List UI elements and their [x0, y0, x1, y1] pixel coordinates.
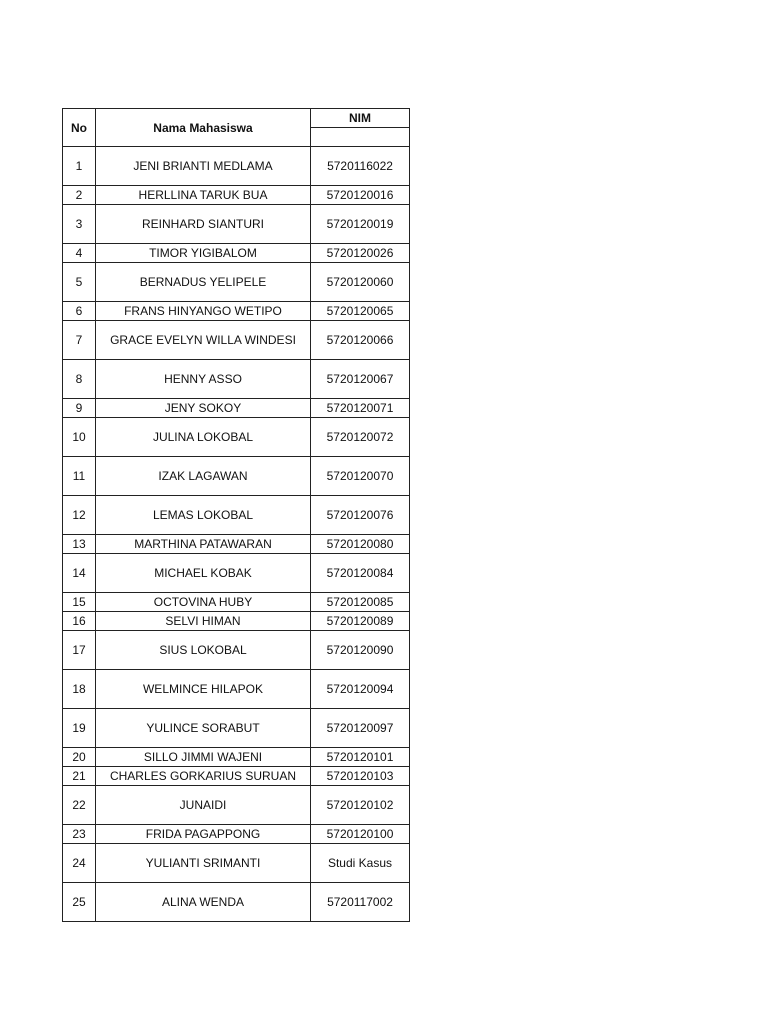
- row-number: 18: [63, 670, 96, 709]
- student-nim: 5720120094: [311, 670, 410, 709]
- student-nim: 5720120100: [311, 825, 410, 844]
- row-number: 13: [63, 535, 96, 554]
- student-nim: 5720116022: [311, 147, 410, 186]
- student-nim: 5720120060: [311, 263, 410, 302]
- row-number: 25: [63, 883, 96, 922]
- table-row: [63, 263, 410, 302]
- row-number: 19: [63, 709, 96, 748]
- student-nim: 5720120071: [311, 399, 410, 418]
- student-nim: 5720120019: [311, 205, 410, 244]
- header-nim-blank: [311, 128, 410, 147]
- row-number: 15: [63, 593, 96, 612]
- row-number: 1: [63, 147, 96, 186]
- table-row: [63, 748, 410, 767]
- table-body: [63, 147, 410, 922]
- table-row: [63, 147, 410, 186]
- student-nim: 5720120101: [311, 748, 410, 767]
- table-row: [63, 767, 410, 786]
- student-nim: 5720120085: [311, 593, 410, 612]
- student-nim: 5720120070: [311, 457, 410, 496]
- student-nim: 5720120090: [311, 631, 410, 670]
- table-row: [63, 360, 410, 399]
- row-number: 10: [63, 418, 96, 457]
- row-number: 8: [63, 360, 96, 399]
- student-name: SELVI HIMAN: [96, 612, 311, 631]
- row-number: 17: [63, 631, 96, 670]
- student-table: [62, 108, 410, 922]
- row-number: 16: [63, 612, 96, 631]
- student-name: SILLO JIMMI WAJENI: [96, 748, 311, 767]
- student-name: CHARLES GORKARIUS SURUAN: [96, 767, 311, 786]
- student-name: MICHAEL KOBAK: [96, 554, 311, 593]
- table-row: [63, 457, 410, 496]
- student-name: JENI BRIANTI MEDLAMA: [96, 147, 311, 186]
- student-nim: 5720120067: [311, 360, 410, 399]
- student-name: HERLLINA TARUK BUA: [96, 186, 311, 205]
- table-row: [63, 302, 410, 321]
- table-row: [63, 418, 410, 457]
- row-number: 9: [63, 399, 96, 418]
- student-name: HENNY ASSO: [96, 360, 311, 399]
- student-name: ALINA WENDA: [96, 883, 311, 922]
- row-number: 24: [63, 844, 96, 883]
- student-nim: 5720120103: [311, 767, 410, 786]
- table-row: [63, 535, 410, 554]
- student-name: JULINA LOKOBAL: [96, 418, 311, 457]
- student-nim: 5720120097: [311, 709, 410, 748]
- header-no: No: [63, 109, 96, 147]
- student-nim: 5720120026: [311, 244, 410, 263]
- student-name: JENY SOKOY: [96, 399, 311, 418]
- student-nim: 5720120016: [311, 186, 410, 205]
- row-number: 5: [63, 263, 96, 302]
- student-nim: 5720120084: [311, 554, 410, 593]
- student-name: OCTOVINA HUBY: [96, 593, 311, 612]
- student-nim: 5720120072: [311, 418, 410, 457]
- row-number: 11: [63, 457, 96, 496]
- table-row: [63, 321, 410, 360]
- student-nim: 5720120102: [311, 786, 410, 825]
- table-row: [63, 786, 410, 825]
- student-name: LEMAS LOKOBAL: [96, 496, 311, 535]
- student-name: SIUS LOKOBAL: [96, 631, 311, 670]
- student-name: WELMINCE HILAPOK: [96, 670, 311, 709]
- student-nim: 5720117002: [311, 883, 410, 922]
- table-row: [63, 554, 410, 593]
- table-row: [63, 186, 410, 205]
- row-number: 2: [63, 186, 96, 205]
- row-number: 7: [63, 321, 96, 360]
- student-name: YULIANTI SRIMANTI: [96, 844, 311, 883]
- row-number: 12: [63, 496, 96, 535]
- student-name: FRIDA PAGAPPONG: [96, 825, 311, 844]
- row-number: 21: [63, 767, 96, 786]
- row-number: 3: [63, 205, 96, 244]
- student-name: IZAK LAGAWAN: [96, 457, 311, 496]
- table-row: [63, 631, 410, 670]
- table-row: [63, 496, 410, 535]
- student-name: YULINCE SORABUT: [96, 709, 311, 748]
- table-row: [63, 883, 410, 922]
- row-number: 4: [63, 244, 96, 263]
- row-number: 6: [63, 302, 96, 321]
- header-name: Nama Mahasiswa: [96, 109, 311, 147]
- table-row: [63, 670, 410, 709]
- table-row: [63, 399, 410, 418]
- table-row: [63, 844, 410, 883]
- row-number: 14: [63, 554, 96, 593]
- student-name: BERNADUS YELIPELE: [96, 263, 311, 302]
- student-name: GRACE EVELYN WILLA WINDESI: [96, 321, 311, 360]
- table-row: [63, 612, 410, 631]
- table-row: [63, 825, 410, 844]
- student-nim: Studi Kasus: [311, 844, 410, 883]
- student-nim: 5720120065: [311, 302, 410, 321]
- student-nim: 5720120066: [311, 321, 410, 360]
- header-nim: NIM: [311, 109, 410, 128]
- student-nim: 5720120076: [311, 496, 410, 535]
- table-row: [63, 244, 410, 263]
- student-name: FRANS HINYANGO WETIPO: [96, 302, 311, 321]
- student-name: MARTHINA PATAWARAN: [96, 535, 311, 554]
- table-row: [63, 709, 410, 748]
- table-row: [63, 205, 410, 244]
- student-nim: 5720120089: [311, 612, 410, 631]
- student-nim: 5720120080: [311, 535, 410, 554]
- table-header: [63, 109, 410, 147]
- student-name: TIMOR YIGIBALOM: [96, 244, 311, 263]
- table-row: [63, 593, 410, 612]
- row-number: 20: [63, 748, 96, 767]
- student-name: REINHARD SIANTURI: [96, 205, 311, 244]
- row-number: 22: [63, 786, 96, 825]
- row-number: 23: [63, 825, 96, 844]
- student-name: JUNAIDI: [96, 786, 311, 825]
